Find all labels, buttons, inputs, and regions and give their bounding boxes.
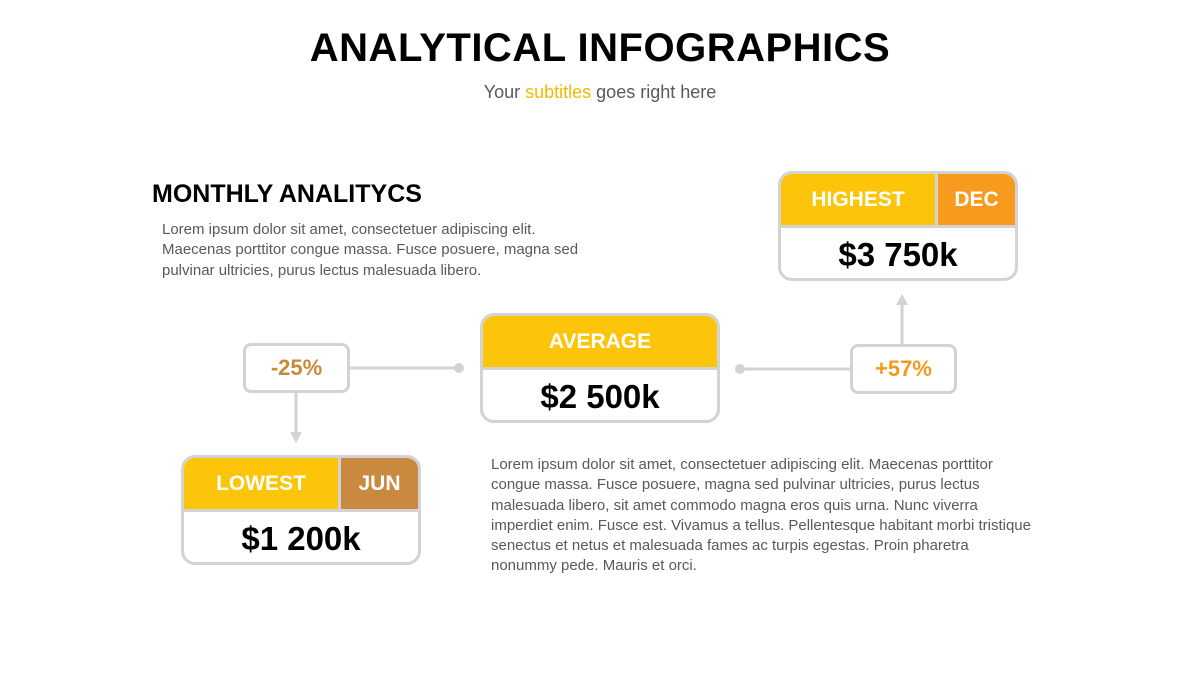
highest-month: DEC [935,174,1015,225]
lowest-month: JUN [338,458,418,509]
connector-dot-right [735,364,745,374]
page-subtitle [0,82,1200,103]
highest-card [778,171,1018,281]
lowest-value: $1 200k [184,509,418,565]
subtitle-accent: subtitles [525,82,592,102]
decrease-percent-badge: -25% [243,343,350,393]
subtitle-prefix: Your [483,82,526,102]
section-heading: MONTHLY ANALITYCS [152,180,422,208]
subtitle-suffix: goes right here [591,82,717,102]
average-card-header [483,316,717,367]
description-paragraph: Lorem ipsum dolor sit amet, consectetuer adipiscing elit. Maecenas porttitor congue massa. Fusce posuere, magna sed pulvinar ultricies, purus lectus malesuada libero, sit amet commodo magna eros quis urna. Nunc viverra imperdiet enim. Fusce est. Vivamus a tellus. Pellentesque habitant morbi tristique senectus et netus et malesuada fames ac turpis egestas. Proin pharetra nonummy pede. Mauris et orci. [491,456,1031,575]
lowest-card-header [184,458,418,509]
section-paragraph: Lorem ipsum dolor sit amet, consectetuer adipiscing elit. Maecenas porttitor congue massa. Fusce posuere, magna sed pulvinar ultricies, purus lectus malesuada libero. [162,221,579,279]
increase-percent-badge: +57% [850,344,957,394]
highest-value: $3 750k [781,225,1015,281]
highest-card-header [781,174,1015,225]
lowest-card [181,455,421,565]
average-label: AVERAGE [483,316,717,367]
arrow-up-icon [896,294,908,305]
page-title: ANALYTICAL INFOGRAPHICS [309,26,891,70]
arrow-down-icon [290,432,302,443]
lowest-label: LOWEST [184,458,338,509]
average-value: $2 500k [483,367,717,423]
highest-label: HIGHEST [781,174,935,225]
average-card [480,313,720,423]
connector-dot-left [454,363,464,373]
